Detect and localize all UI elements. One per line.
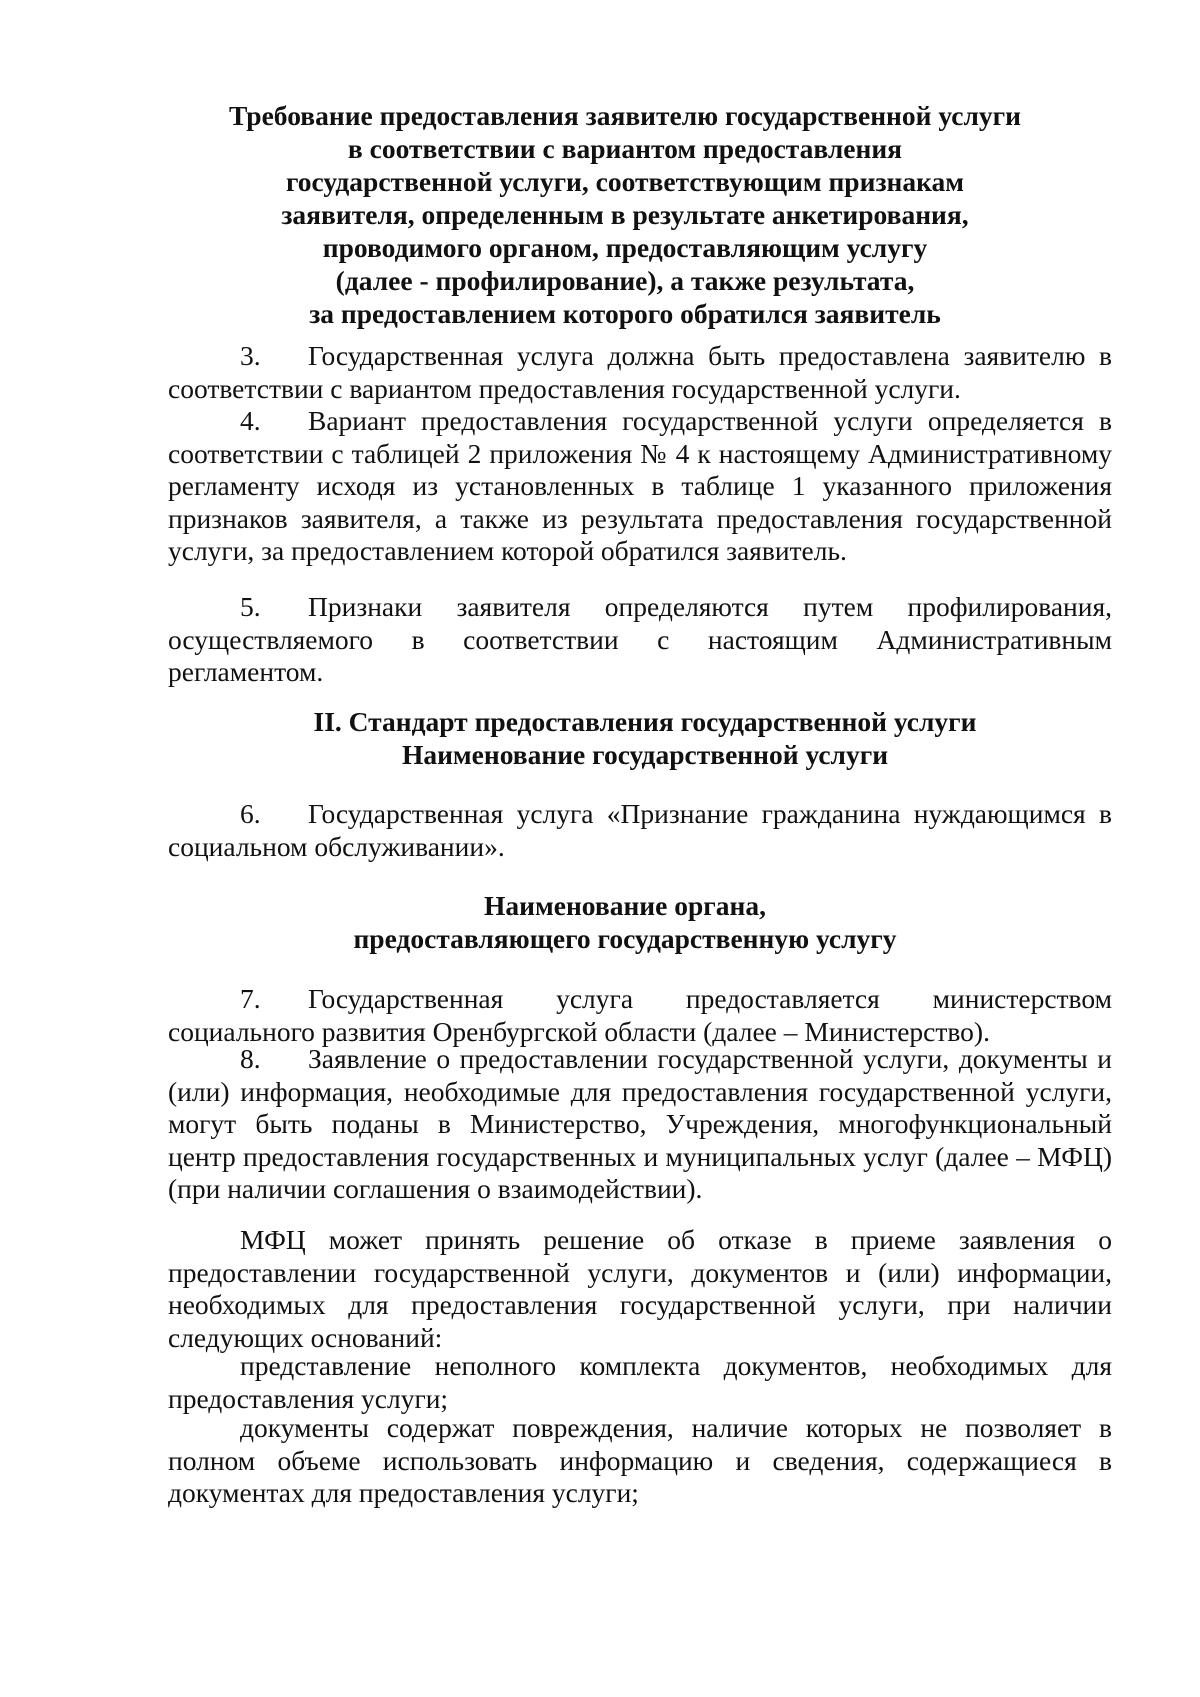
paragraph-text: Заявление о предоставлении государственной услуги, документы и (или) информация, необходимые для предоставления государственной услуги, могут быть поданы в Министерство, Учреждения, многофункциональный центр предоставления государственных и муниципальных услуг (далее – МФЦ) (при наличии соглашения о взаимодействии). [168, 1043, 1112, 1205]
paragraph-text: Государственная услуга должна быть предоставлена заявителю в соответствии с вариантом предоставления государственной услуги. [168, 340, 1112, 404]
heading-line: заявителя, определенным в результате анкетирования, [281, 199, 969, 230]
section-heading-standard [200, 705, 1090, 771]
paragraph-number: 7. [240, 983, 261, 1014]
paragraph-3 [168, 340, 1112, 405]
heading-line: Наименование органа, [484, 890, 766, 921]
refusal-reason-1: представление неполного комплекта документов, необходимых для предоставления услуги; [168, 1350, 1112, 1414]
paragraph-number: 6. [240, 798, 261, 829]
paragraph-number: 3. [240, 340, 261, 371]
heading-line: государственной услуги, соответствующим признакам [285, 166, 965, 197]
paragraph-text: Признаки заявителя определяются путем профилирования, осуществляемого в соответствии с настоящим Административным регламентом. [168, 591, 1112, 688]
paragraph-number: 8. [240, 1043, 261, 1074]
refusal-reason-2: документы содержат повреждения, наличие которых не позволяет в полном объеме использовать информацию и сведения, содержащиеся в документах для предоставления услуги; [168, 1412, 1112, 1509]
heading-line: Наименование государственной услуги [401, 739, 889, 770]
paragraph-6 [168, 798, 1112, 863]
paragraph-text: Государственная услуга «Признание гражданина нуждающимся в социальном обслуживании». [168, 798, 1112, 862]
heading-line: в соответствии с вариантом предоставления [347, 133, 903, 164]
heading-line: за предоставлением которого обратился заявитель [309, 298, 941, 329]
paragraph-text: Государственная услуга предоставляется министерством социального развития Оренбургской области (далее – Министерство). [168, 983, 1112, 1047]
heading-line: (далее - профилирование), а также результата, [335, 265, 915, 296]
section-heading-requirement [160, 99, 1090, 330]
section-heading-authority [160, 889, 1090, 955]
paragraph-8 [168, 1043, 1112, 1206]
paragraph-mfc-refusal: МФЦ может принять решение об отказе в приеме заявления о предоставлении государственной услуги, документов и (или) информации, необходимых для предоставления государственной услуги, при наличии следующих оснований: [168, 1224, 1112, 1353]
paragraph-7 [168, 983, 1112, 1048]
paragraph-4 [168, 405, 1112, 568]
paragraph-text: Вариант предоставления государственной услуги определяется в соответствии с таблицей 2 приложения № 4 к настоящему Административному регламенту исходя из установленных в таблице 1 указанного приложения признаков заявителя, а также из результата предоставления государственной услуги, за предоставлением которой обратился заявитель. [168, 405, 1112, 567]
paragraph-number: 5. [240, 591, 261, 622]
heading-line: предоставляющего государственную услугу [353, 923, 897, 954]
heading-line: Требование предоставления заявителю государственной услуги [229, 100, 1021, 131]
heading-line: проводимого органом, предоставляющим услугу [322, 232, 928, 263]
paragraph-number: 4. [240, 405, 261, 436]
paragraph-5 [168, 591, 1112, 689]
heading-line: II. Стандарт предоставления государственной услуги [313, 706, 977, 737]
